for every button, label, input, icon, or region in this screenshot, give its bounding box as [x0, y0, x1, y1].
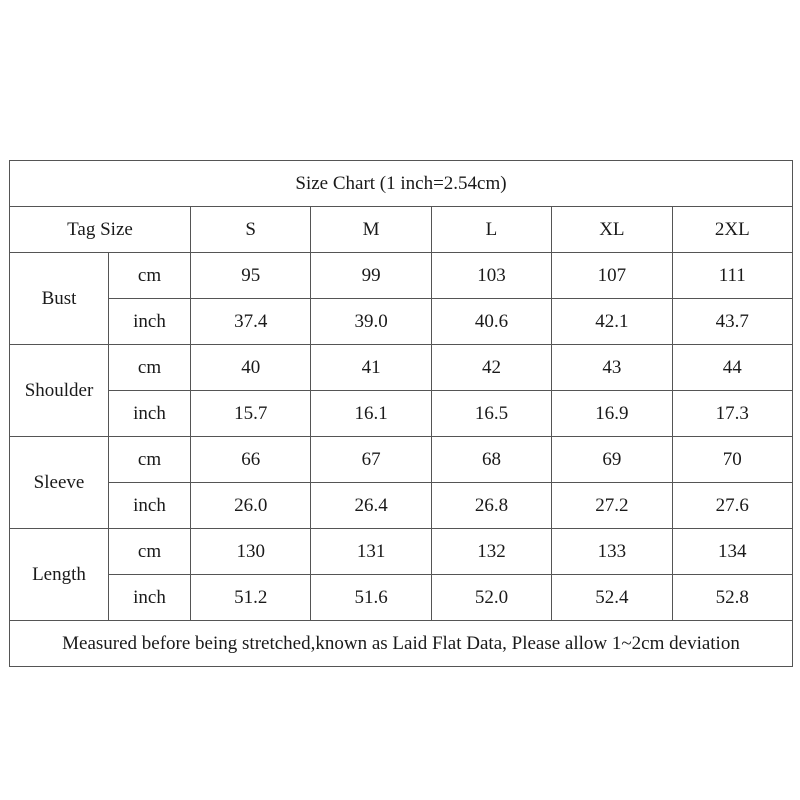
value-cell: 95 — [191, 253, 311, 299]
table-row — [10, 483, 793, 529]
footer-note: Measured before being stretched,known as Laid Flat Data, Please allow 1~2cm deviation — [10, 621, 793, 667]
value-cell: 111 — [672, 253, 792, 299]
value-cell: 70 — [672, 437, 792, 483]
value-cell: 66 — [191, 437, 311, 483]
value-cell: 27.2 — [552, 483, 672, 529]
value-cell: 16.9 — [552, 391, 672, 437]
table-row — [10, 253, 793, 299]
value-cell: 15.7 — [191, 391, 311, 437]
table-row — [10, 299, 793, 345]
value-cell: 40 — [191, 345, 311, 391]
value-cell: 99 — [311, 253, 431, 299]
chart-title: Size Chart (1 inch=2.54cm) — [10, 161, 793, 207]
value-cell: 26.0 — [191, 483, 311, 529]
value-cell: 42 — [431, 345, 551, 391]
size-chart-table — [9, 160, 793, 667]
value-cell: 39.0 — [311, 299, 431, 345]
value-cell: 52.8 — [672, 575, 792, 621]
size-header-2xl: 2XL — [672, 207, 792, 253]
measurement-label-length: Length — [10, 529, 109, 621]
value-cell: 40.6 — [431, 299, 551, 345]
value-cell: 68 — [431, 437, 551, 483]
value-cell: 37.4 — [191, 299, 311, 345]
table-row — [10, 529, 793, 575]
unit-cell: inch — [109, 483, 191, 529]
value-cell: 26.8 — [431, 483, 551, 529]
value-cell: 51.2 — [191, 575, 311, 621]
value-cell: 26.4 — [311, 483, 431, 529]
value-cell: 41 — [311, 345, 431, 391]
value-cell: 43 — [552, 345, 672, 391]
value-cell: 52.4 — [552, 575, 672, 621]
value-cell: 16.5 — [431, 391, 551, 437]
size-header-xl: XL — [552, 207, 672, 253]
measurement-label-sleeve: Sleeve — [10, 437, 109, 529]
value-cell: 133 — [552, 529, 672, 575]
value-cell: 51.6 — [311, 575, 431, 621]
value-cell: 103 — [431, 253, 551, 299]
value-cell: 134 — [672, 529, 792, 575]
table-row — [10, 345, 793, 391]
value-cell: 27.6 — [672, 483, 792, 529]
value-cell: 69 — [552, 437, 672, 483]
value-cell: 43.7 — [672, 299, 792, 345]
tag-size-header: Tag Size — [10, 207, 191, 253]
value-cell: 42.1 — [552, 299, 672, 345]
value-cell: 107 — [552, 253, 672, 299]
unit-cell: cm — [109, 529, 191, 575]
table-row — [10, 575, 793, 621]
title-row — [10, 161, 793, 207]
value-cell: 67 — [311, 437, 431, 483]
value-cell: 52.0 — [431, 575, 551, 621]
measurement-label-bust: Bust — [10, 253, 109, 345]
unit-cell: cm — [109, 253, 191, 299]
unit-cell: inch — [109, 299, 191, 345]
unit-cell: inch — [109, 391, 191, 437]
value-cell: 132 — [431, 529, 551, 575]
footer-row — [10, 621, 793, 667]
value-cell: 16.1 — [311, 391, 431, 437]
size-header-l: L — [431, 207, 551, 253]
table-row — [10, 391, 793, 437]
size-header-m: M — [311, 207, 431, 253]
unit-cell: inch — [109, 575, 191, 621]
header-row — [10, 207, 793, 253]
measurement-label-shoulder: Shoulder — [10, 345, 109, 437]
size-header-s: S — [191, 207, 311, 253]
value-cell: 44 — [672, 345, 792, 391]
value-cell: 17.3 — [672, 391, 792, 437]
value-cell: 130 — [191, 529, 311, 575]
value-cell: 131 — [311, 529, 431, 575]
unit-cell: cm — [109, 345, 191, 391]
table-row — [10, 437, 793, 483]
unit-cell: cm — [109, 437, 191, 483]
